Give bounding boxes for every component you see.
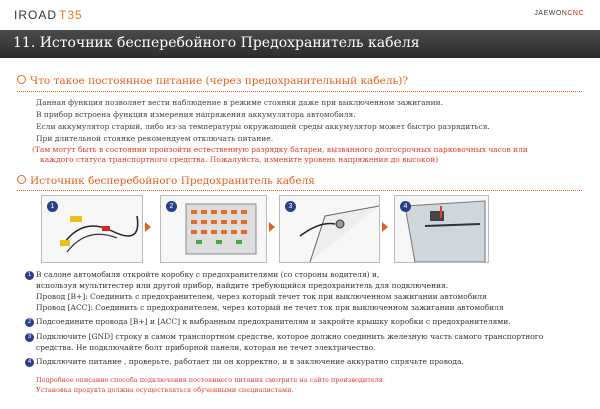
step-badge: 2 [25, 318, 34, 327]
figure-3 [279, 195, 380, 263]
page-title: 11. Источник бесперебойного Предохранитель кабеля [13, 35, 420, 51]
section1-heading: Что такое постоянное питание (через предохранительный кабель)? [17, 75, 408, 87]
figure-1 [41, 195, 143, 263]
step-red-line: Провод [ACC]: Соединить с предохранителем, через который не течет ток при выключенном зажигании автомобиля [36, 303, 504, 312]
figure-2 [160, 195, 267, 263]
desc-line: Если аккумулятор старый, либо из-за температуры окружающей среды аккумулятор может быстро разрядиться. [36, 122, 490, 131]
arrow-icon [382, 222, 388, 232]
jaewon-logo: JAEWONCNC [534, 10, 584, 17]
warning-line: (Там могут быть в состоянии произойти естественную разрядку батареи, вызванного долгосрочных парковочных часов или [32, 145, 528, 154]
step-badge: 4 [25, 358, 34, 367]
step-badge: 1 [25, 271, 34, 280]
desc-line: В прибор встроена функция измерения напряжения аккумулятора автомобиля. [36, 110, 356, 119]
step-line: средства. Не подключайте болт приборной панели, которая не течет электричество. [36, 343, 376, 352]
title-bar [0, 30, 600, 58]
step-number-badge: 3 [285, 201, 296, 212]
footer-note: Установка продукта должна осуществляться обученными специалистами. [36, 386, 294, 394]
circle-bullet-icon [17, 75, 26, 84]
iroad-logo: IROAD T35 [14, 8, 83, 22]
circle-bullet-icon [17, 175, 26, 184]
step-line: используя мультитестер или другой прибор, найдите требующийся предохранитель для подключения. [36, 281, 449, 290]
top-bar [0, 0, 600, 30]
step-number-badge: 4 [400, 201, 411, 212]
step-line: Подсоедините провода [B+] и [ACC] к выбранным предохранителям и закройте крышку коробки с предохранителями. [36, 317, 511, 326]
step-number-badge: 1 [47, 201, 58, 212]
divider [17, 190, 582, 191]
step-badge: 3 [25, 333, 34, 342]
step-number-badge: 2 [166, 201, 177, 212]
section2-heading: Источник бесперебойного Предохранитель кабеля [17, 175, 315, 187]
divider [17, 91, 582, 92]
desc-line: Данная функция позволяет вести наблюдение в режиме стоянки даже при выключенном зажигании. [36, 98, 444, 107]
step-line: Подключите питание , проверьте, работает ли он корректно, и в заключение аккуратно спрячьте провода. [36, 357, 464, 366]
footer-note: Подробное описание способа подключения постоянного питания смотрите на сайте производителя. [36, 376, 385, 384]
warning-line: каждого статуса транспортного средства. Пожалуйста, измените уровень напряжения до высокой) [40, 155, 439, 164]
step-red-line: Провод [B+]: Соединить с предохранителем, через который течет ток при выключенном зажигании автомобиля [36, 292, 487, 301]
figure-4 [394, 195, 489, 263]
arrow-icon [145, 222, 151, 232]
arrow-icon [269, 222, 275, 232]
step-line: В салоне автомобиля откройте коробку с предохранителями (со стороны водителя) и, [36, 270, 380, 279]
desc-line: При длительной стоянке рекомендуем отключать питание. [36, 134, 274, 143]
step-line: Подключите [GND] строку в самом транспортном средстве, которое должно соединить железную часть самого транспортного [36, 332, 544, 341]
